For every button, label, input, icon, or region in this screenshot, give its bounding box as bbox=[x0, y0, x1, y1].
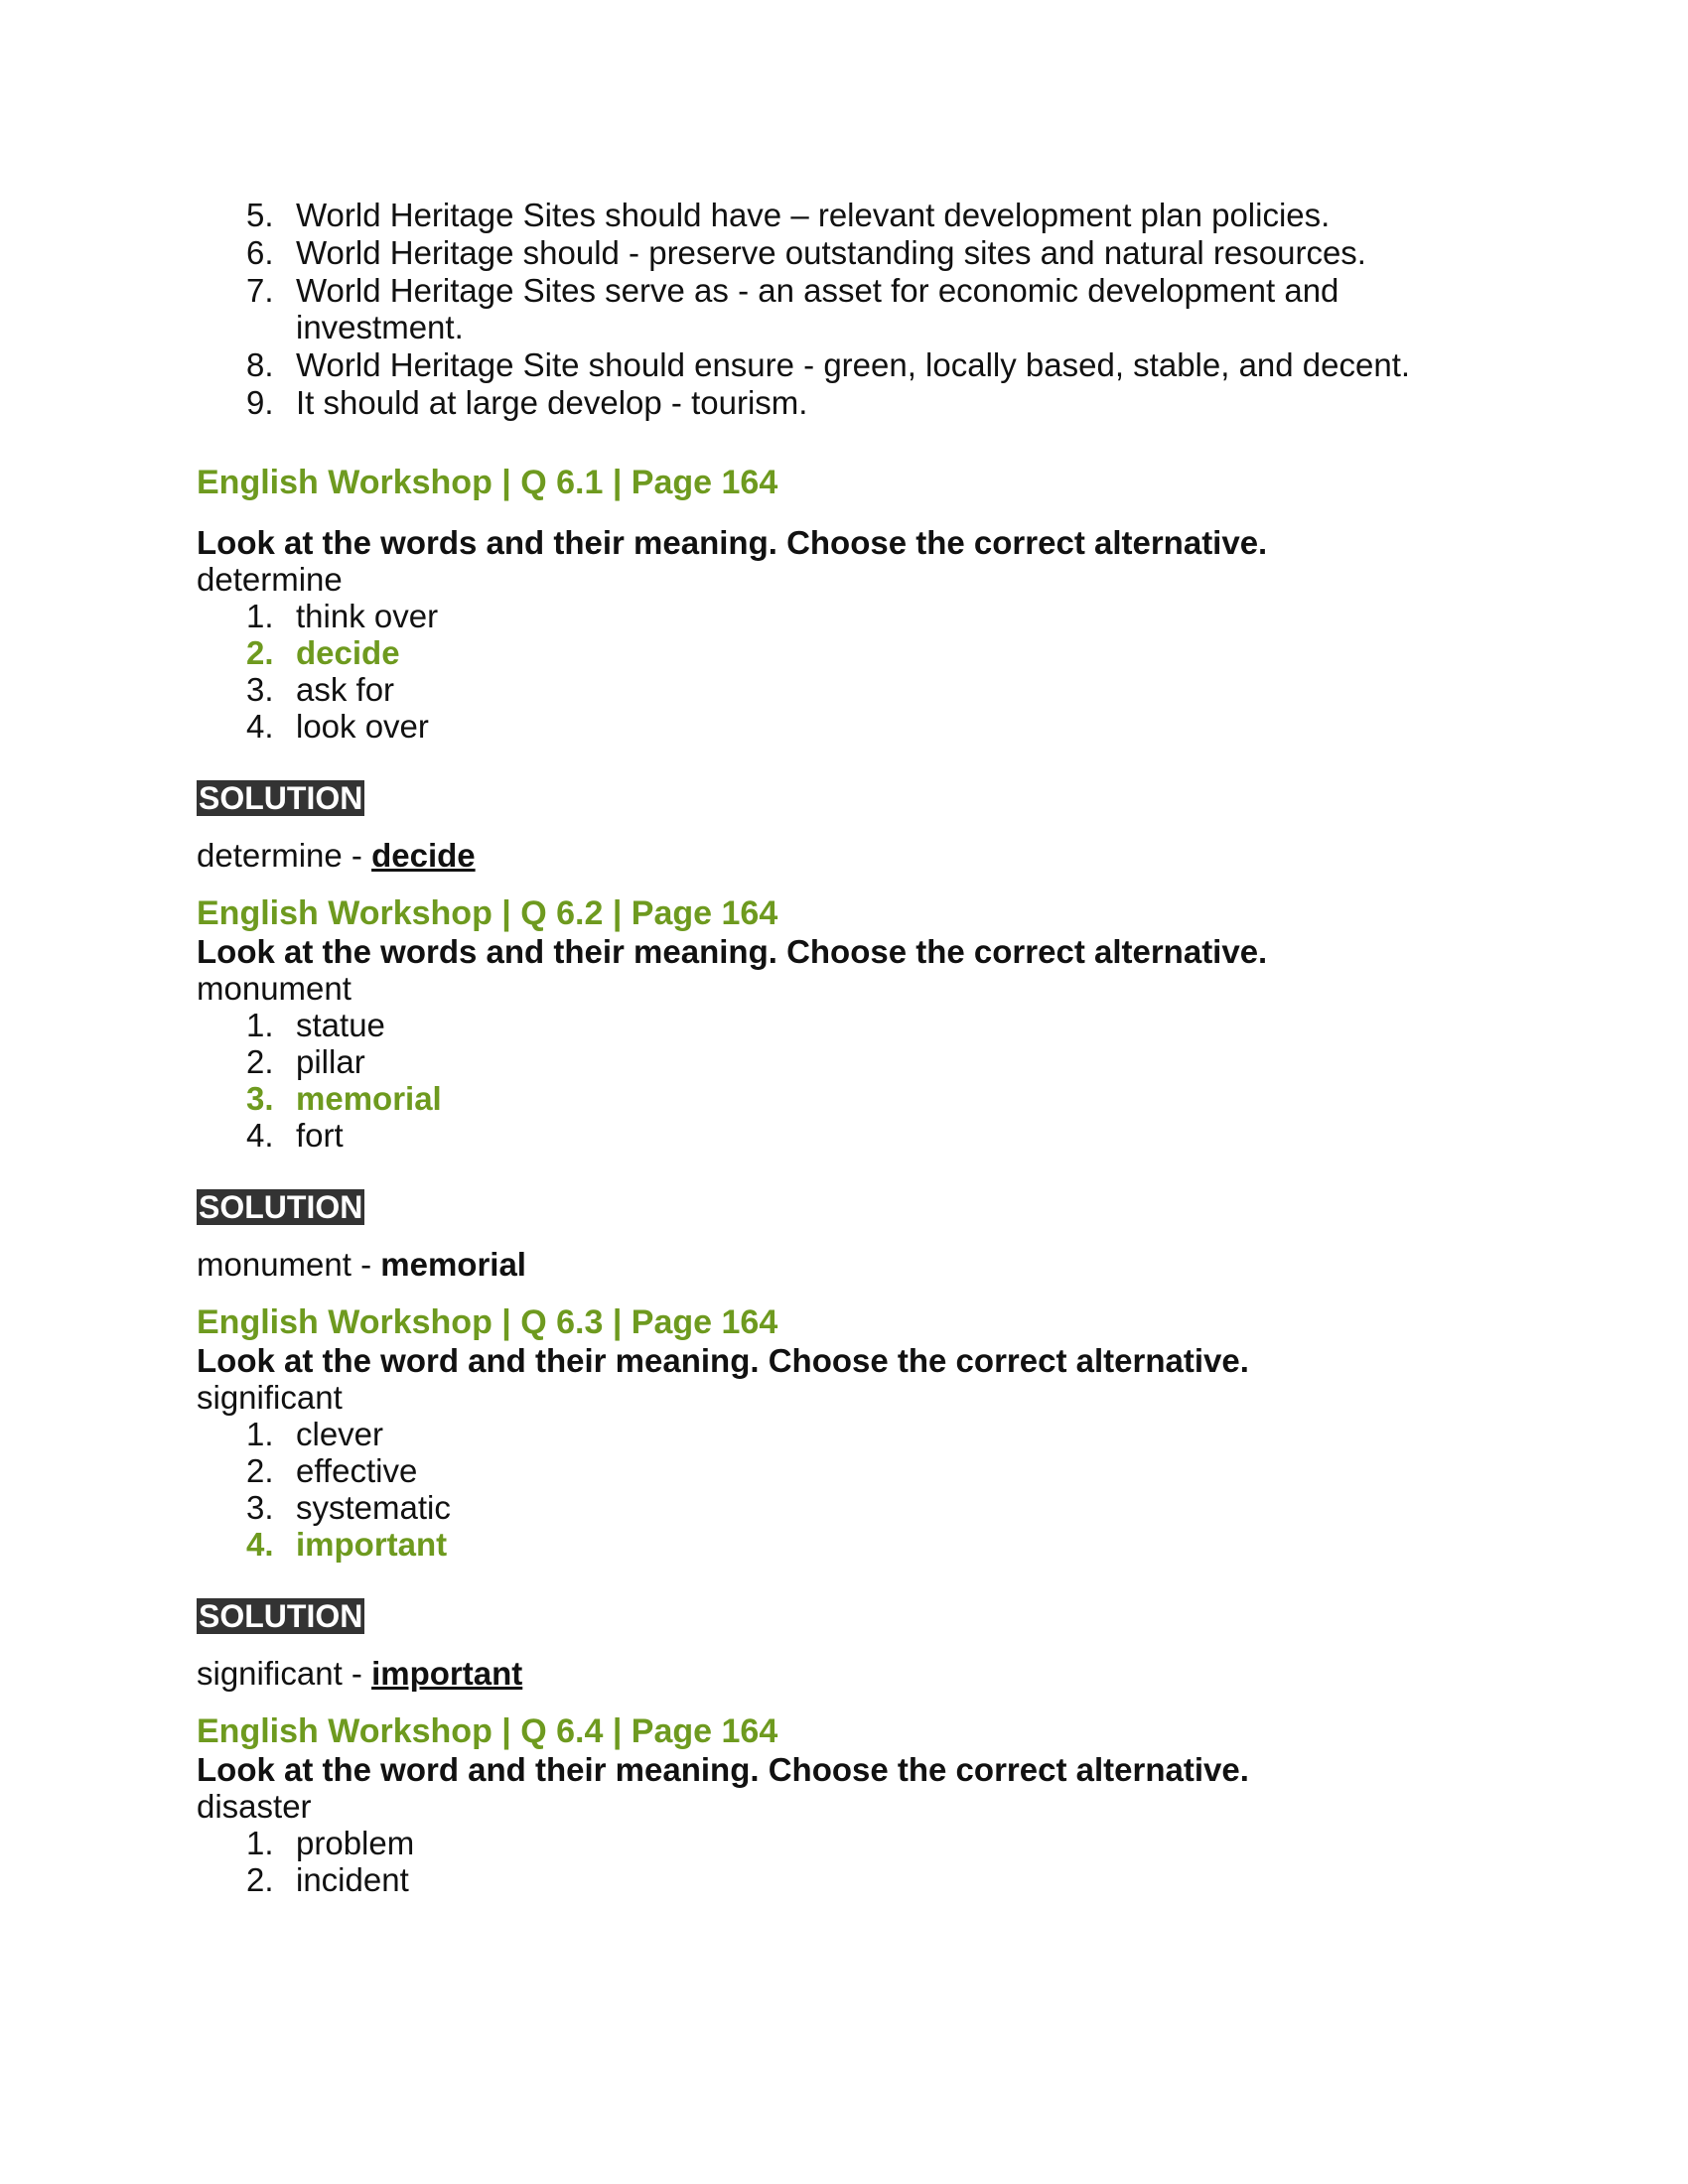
question-block-6-2 bbox=[197, 893, 1487, 1285]
list-item: 5. World Heritage Sites should have – relevant development plan policies. bbox=[246, 197, 1331, 233]
question-word: disaster bbox=[197, 1788, 312, 1825]
option-item: 1. problem bbox=[246, 1825, 415, 1861]
document-page bbox=[197, 197, 1487, 1898]
option-item: 3. systematic bbox=[246, 1489, 451, 1526]
list-item: 6. World Heritage should - preserve outstanding sites and natural resources. bbox=[246, 234, 1366, 271]
question-prompt: Look at the words and their meaning. Choose the correct alternative. bbox=[197, 933, 1268, 970]
option-item: 4. fort bbox=[246, 1117, 344, 1154]
option-item: 2. effective bbox=[246, 1452, 418, 1489]
list-item: 9. It should at large develop - tourism. bbox=[246, 384, 808, 421]
options-list bbox=[197, 1825, 1487, 1898]
list-item: 8. World Heritage Site should ensure - green, locally based, stable, and decent. bbox=[246, 346, 1411, 383]
options-list bbox=[197, 1416, 1487, 1563]
question-word: determine bbox=[197, 561, 343, 598]
option-item: 4. look over bbox=[246, 708, 429, 745]
option-item-correct: 4. important bbox=[246, 1526, 448, 1563]
question-block-6-1 bbox=[197, 463, 1487, 876]
question-prompt: Look at the words and their meaning. Choose the correct alternative. bbox=[197, 524, 1268, 561]
options-list bbox=[197, 1007, 1487, 1154]
question-heading[interactable]: English Workshop | Q 6.3 | Page 164 bbox=[197, 1303, 778, 1341]
question-block-6-3 bbox=[197, 1302, 1487, 1694]
option-item: 1. clever bbox=[246, 1416, 384, 1452]
options-list bbox=[197, 598, 1487, 745]
solution-answer: significant - important bbox=[197, 1655, 523, 1692]
question-block-6-4 bbox=[197, 1711, 1487, 1898]
question-heading[interactable]: English Workshop | Q 6.4 | Page 164 bbox=[197, 1712, 778, 1750]
question-prompt: Look at the word and their meaning. Choose the correct alternative. bbox=[197, 1342, 1249, 1379]
option-item: 1. statue bbox=[246, 1007, 385, 1043]
option-item: 1. think over bbox=[246, 598, 439, 634]
option-item: 2. pillar bbox=[246, 1043, 365, 1080]
option-item-correct: 3. memorial bbox=[246, 1080, 442, 1117]
solution-badge: SOLUTION bbox=[199, 780, 363, 816]
solution-answer: monument - memorial bbox=[197, 1246, 526, 1283]
solution-answer: determine - decide bbox=[197, 837, 476, 874]
option-item-correct: 2. decide bbox=[246, 634, 400, 671]
question-heading[interactable]: English Workshop | Q 6.2 | Page 164 bbox=[197, 894, 778, 932]
heritage-points-list bbox=[197, 197, 1487, 421]
option-item: 3. ask for bbox=[246, 671, 395, 708]
option-item: 2. incident bbox=[246, 1861, 409, 1898]
question-word: significant bbox=[197, 1379, 343, 1416]
question-prompt: Look at the word and their meaning. Choose the correct alternative. bbox=[197, 1751, 1249, 1788]
question-heading[interactable]: English Workshop | Q 6.1 | Page 164 bbox=[197, 464, 778, 501]
solution-badge: SOLUTION bbox=[199, 1189, 363, 1225]
question-word: monument bbox=[197, 970, 352, 1007]
solution-badge: SOLUTION bbox=[199, 1598, 363, 1634]
list-item: 7. World Heritage Sites serve as - an asset for economic development and investment. bbox=[246, 272, 1339, 345]
